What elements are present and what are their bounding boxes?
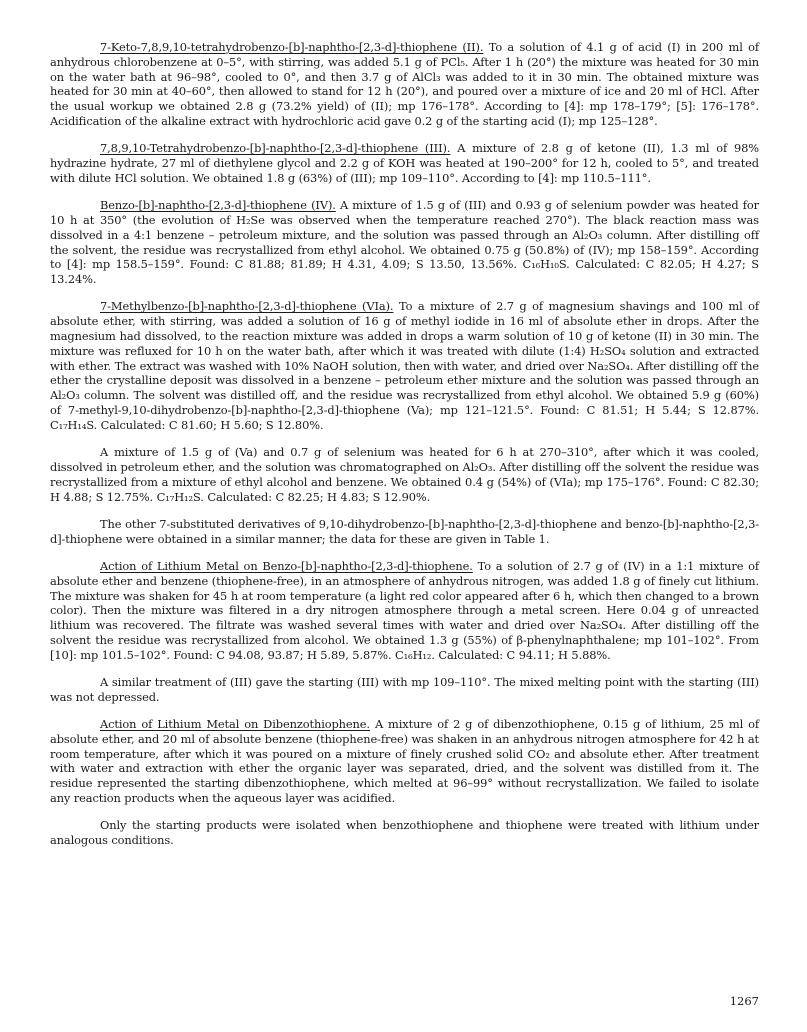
paragraph-tetrahydro-synthesis — [50, 141, 759, 185]
paragraph-title: 7-Methylbenzo-[b]-naphtho-[2,3-d]-thiophene (VIa). — [100, 299, 394, 314]
paragraph-text: The other 7-substituted derivatives of 9,10-dihydrobenzo-[b]-naphtho-[2,3-d]-thiophene and benzo-[b]-naphtho-[2,3-d]-thiophene were obtained in a similar manner; the data for these are given in Table 1. — [50, 516, 759, 546]
paragraph-text: To a mixture of 2.7 g of magnesium shavings and 100 ml of absolute ether, with stirring, was added a solution of 16 g of methyl iodide in 16 ml of absolute ether in drops. After the magnesium had dissolved, to the reaction mixture was added in drops a warm solution of 10 g of ketone (II) in 30 min. The mixture was refluxed for 10 h on the water bath, after which it was treated with dilute (1:4) H₂SO₄ solution and extracted with ether. The extract was washed with 10% NaOH solution, then with water, and dried over Na₂SO₄. After distilling off the ether the crystalline deposit was dissolved in a benzene – petroleum ether mixture and the solution was passed through an Al₂O₃ column. The solvent was distilled off, and the residue was recrystallized from ethyl alcohol. We obtained 5.9 g (60%) of 7-methyl-9,10-dihydrobenzo-[b]-naphtho-[2,3-d]-thiophene (Va); mp 121–121.5°. Found: C 81.51; H 5.44; S 12.87%. C₁₇H₁₄S. Calculated: C 81.60; H 5.60; S 12.80%. — [50, 299, 760, 432]
paragraph-title: 7,8,9,10-Tetrahydrobenzo-[b]-naphtho-[2,3-d]-thiophene (III). — [100, 141, 451, 156]
paragraph-text: Only the starting products were isolated when benzothiophene and thiophene were treated with lithium under analogous conditions. — [50, 818, 759, 848]
paragraph-title: 7-Keto-7,8,9,10-tetrahydrobenzo-[b]-naphtho-[2,3-d]-thiophene (II). — [100, 40, 484, 54]
paragraph-title: Action of Lithium Metal on Benzo-[b]-naphtho-[2,3-d]-thiophene. — [100, 558, 473, 573]
paragraph-ketone-synthesis — [50, 40, 759, 129]
paragraph-other-derivatives — [50, 517, 759, 547]
paragraph-text: A similar treatment of (III) gave the starting (III) with mp 109–110°. The mixed melting point with the starting (III) was not depressed. — [50, 674, 759, 704]
paragraph-title: Action of Lithium Metal on Dibenzothiophene. — [100, 717, 370, 732]
paragraph-text: To a solution of 4.1 g of acid (I) in 200 ml of anhydrous chlorobenzene at 0–5°, with stirring, was added 5.1 g of PCl₅. After 1 h (20°) the mixture was heated for 30 min on the water bath at 96–98°, cooled to 0°, and then 3.7 g of AlCl₃ was added to it in 30 min. The obtained mixture was heated for 30 min at 40–60°, then allowed to stand for 12 h (20°), and poured over a mixture of ice and 20 ml of HCl. After the usual workup we obtained 2.8 g (73.2% yield) of (II); mp 176–178°. According to [4]: mp 178–179°; [5]: 176–178°. Acidification of the alkaline extract with hydrochloric acid gave 0.2 g of the starting acid (I); mp 125–128°. — [50, 40, 759, 128]
paragraph-text: A mixture of 1.5 g of (III) and 0.93 g of selenium powder was heated for 10 h at 350° (the evolution of H₂Se was observed when the temperature reached 270°). The black reaction mass was dissolved in a 4:1 benzene – petroleum mixture, and the solution was passed through an Al₂O₃ column. After distilling off the solvent, the residue was recrystallized from ethyl alcohol. We obtained 0.75 g (50.8%) of (IV); mp 158–159°. According to [4]: mp 158.5–159°. Found: C 81.88; 81.89; H 4.31, 4.09; S 13.50, 13.56%. C₁₆H₁₀S. Calculated: C 82.05; H 4.27; S 13.24%. — [50, 198, 759, 287]
paragraph-lithium-benzonaphthothiophene — [50, 559, 759, 663]
paragraph-text: To a solution of 2.7 g of (IV) in a 1:1 mixture of absolute ether and benzene (thiophene-free), in an atmosphere of anhydrous nitrogen, was added 1.8 g of finely cut lithium. The mixture was shaken for 45 h at room temperature (a light red color appeared after 6 h, which then changed to a brown color). Then the mixture was filtered in a dry nitrogen atmosphere through a metal screen. Here 0.04 g of unreacted lithium was recovered. The filtrate was washed several times with water and dried over Na₂SO₄. After distilling off the solvent the residue was recrystallized from alcohol. We obtained 1.3 g (55%) of β-phenylnaphthalene; mp 101–102°. From [10]: mp 101.5–102°. Found: C 94.08, 93.87; H 5.89, 5.87%. C₁₆H₁₂. Calculated: C 94.11; H 5.88%. — [50, 558, 759, 662]
page-number: 1267 — [729, 994, 759, 1008]
paragraph-lithium-dibenzothiophene — [50, 717, 759, 806]
paragraph-similar-treatment — [50, 675, 759, 705]
paragraph-conclusion — [50, 818, 759, 848]
paragraph-text: A mixture of 1.5 g of (Va) and 0.7 g of selenium was heated for 6 h at 270–310°, after which it was cooled, dissolved in petroleum ether, and the solution was chromatographed on Al₂O₃. After distilling off the solvent the residue was recrystallized from a mixture of ethyl alcohol and benzene. We obtained 0.4 g (54%) of (VIa); mp 175–176°. Found: C 82.30; H 4.88; S 12.75%. C₁₇H₁₂S. Calculated: C 82.25; H 4.83; S 12.90%. — [50, 445, 759, 504]
paragraph-selenium-dehydrogenation — [50, 445, 759, 504]
paragraph-text: A mixture of 2.8 g of ketone (II), 1.3 ml of 98% hydrazine hydrate, 27 ml of diethylene glycol and 2.2 g of KOH was heated at 190–200° for 12 h, cooled to 5°, and treated with dilute HCl solution. We obtained 1.8 g (63%) of (III); mp 109–110°. According to [4]: mp 110.5–111°. — [50, 141, 759, 185]
paragraph-benzonaphthothiophene-synthesis — [50, 198, 759, 287]
paragraph-methyl-derivative-synthesis — [50, 299, 759, 432]
paragraph-text: A mixture of 2 g of dibenzothiophene, 0.15 g of lithium, 25 ml of absolute ether, and 20 ml of absolute benzene (thiophene-free) was shaken in an anhydrous nitrogen atmosphere for 42 h at room temperature, after which it was poured on a mixture of finely crushed solid CO₂ and absolute ether. After treatment with water and extraction with ether the organic layer was separated, dried, and the solvent was distilled from it. The residue represented the starting dibenzothiophene, which melted at 96–99° without recrystallization. We failed to isolate any reaction products when the aqueous layer was acidified. — [50, 717, 760, 806]
paragraph-title: Benzo-[b]-naphtho-[2,3-d]-thiophene (IV). — [100, 198, 336, 213]
